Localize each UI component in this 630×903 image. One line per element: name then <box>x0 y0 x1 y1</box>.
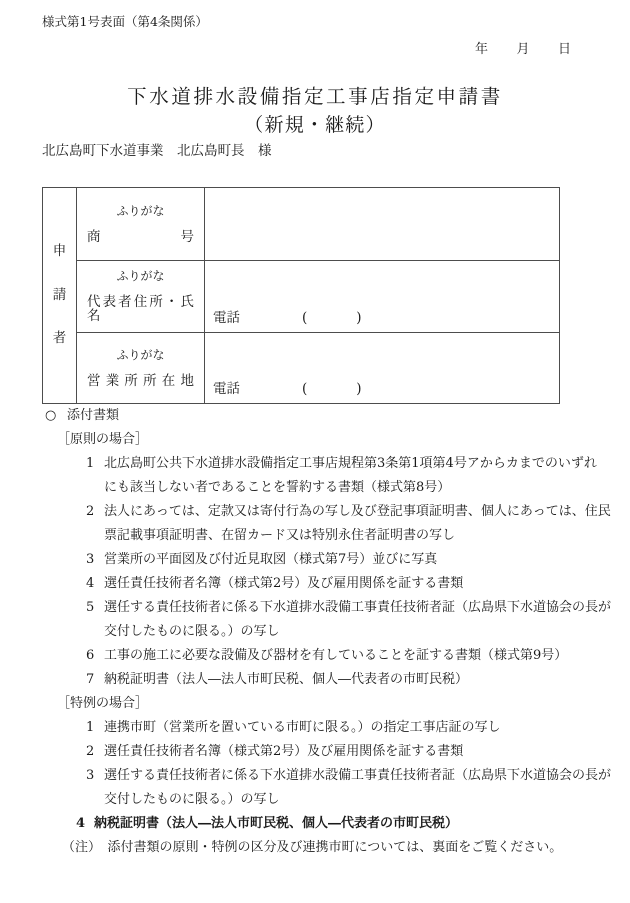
list-item <box>0 812 630 836</box>
list-item-text: 納税証明書（法人―法人市町民税、個人―代表者の市町民税） <box>104 672 469 687</box>
list-item-continuation: 交付したものに限る。）の写し <box>104 792 280 807</box>
attachments-heading <box>0 404 630 428</box>
attachments-heading-label: 添付書類 <box>67 408 120 423</box>
list-item-number: 4 <box>86 576 95 591</box>
list-item-continuation: 票記載事項証明書、在留カード又は特別永住者証明書の写し <box>104 528 456 543</box>
date-line <box>475 42 571 58</box>
list-item-number: 1 <box>86 720 95 735</box>
list-item-text: 選任する責任技術者に係る下水道排水設備工事責任技術者証（広島県下水道協会の長が <box>104 600 612 615</box>
list-item-continuation: にも該当しない者であることを誓約する書類（様式第8号） <box>104 480 451 495</box>
phone-label: 電話 <box>213 310 240 326</box>
addressee-line: 北広島町下水道事業 北広島町長 様 <box>42 143 272 159</box>
year-label: 年 <box>475 42 489 57</box>
rowgroup-char: 申 <box>52 243 67 260</box>
list-item-number: 2 <box>86 744 95 759</box>
input-area-office-address <box>205 333 559 403</box>
list-item <box>0 572 630 596</box>
list-item-text: 営業所の平面図及び付近見取図（様式第7号）並びに写真 <box>104 552 438 567</box>
furigana-label: ふりがな <box>116 347 165 362</box>
list-item <box>0 500 630 524</box>
list-item <box>0 716 630 740</box>
phone-label: 電話 <box>213 381 240 397</box>
list-item <box>0 452 630 476</box>
field-label-representative: 代表者住所・氏名 <box>87 294 194 324</box>
list-item-number: 5 <box>86 600 95 615</box>
list-item <box>0 644 630 668</box>
list-item-continuation: 交付したものに限る。）の写し <box>104 624 280 639</box>
list-item <box>0 740 630 764</box>
form-code-label: 様式第1号表面（第4条関係） <box>42 14 208 29</box>
list-item <box>0 548 630 572</box>
input-area-representative <box>205 261 559 333</box>
applicant-table <box>42 187 560 404</box>
special-case-header: ［特例の場合］ <box>57 696 149 711</box>
list-item-text: 納税証明書（法人―法人市町民税、個人―代表者の市町民税） <box>94 816 459 831</box>
list-item-number: 4 <box>76 816 86 831</box>
circle-marker-icon: ○ <box>45 408 57 423</box>
list-item-text: 選任責任技術者名簿（様式第2号）及び雇用関係を証する書類 <box>104 576 464 591</box>
phone-line <box>213 311 362 326</box>
list-item <box>0 764 630 788</box>
list-item <box>0 596 630 620</box>
phone-line <box>213 382 362 397</box>
rowgroup-char: 請 <box>52 286 67 303</box>
field-label-cell-representative <box>77 261 205 333</box>
principle-case-header: ［原則の場合］ <box>57 432 149 447</box>
list-item-number: 3 <box>86 768 95 783</box>
note-line: （注） 添付書類の原則・特例の区分及び連携市町については、裏面をご覧ください。 <box>62 840 563 855</box>
phone-paren-close: ) <box>356 381 362 397</box>
page-title: 下水道排水設備指定工事店指定申請書 <box>127 85 503 108</box>
field-label-trade-name: 商号 <box>87 228 194 245</box>
list-item-number: 1 <box>86 456 95 471</box>
list-item-number: 3 <box>86 552 95 567</box>
list-item-number: 7 <box>86 672 95 687</box>
applicant-rowgroup-label <box>43 188 77 403</box>
phone-paren-close: ) <box>356 310 362 326</box>
list-item-text: 工事の施工に必要な設備及び器材を有していることを証する書類（様式第9号） <box>104 648 568 663</box>
day-label: 日 <box>557 42 571 57</box>
phone-paren-open: ( <box>302 310 308 326</box>
list-item <box>0 668 630 692</box>
field-label-office-address: 営業所所在地 <box>87 372 194 389</box>
phone-paren-open: ( <box>302 381 308 397</box>
attachments-section <box>0 404 630 860</box>
list-item-text: 北広島町公共下水道排水設備指定工事店規程第3条第1項第4号アからカまでのいずれ <box>104 456 597 471</box>
list-item-number: 2 <box>86 504 95 519</box>
field-label-cell-office-address <box>77 333 205 403</box>
input-area-trade-name <box>205 188 559 261</box>
list-item-text: 法人にあっては、定款又は寄付行為の写し及び登記事項証明書、個人にあっては、住民 <box>104 504 611 519</box>
list-item-text: 選任責任技術者名簿（様式第2号）及び雇用関係を証する書類 <box>104 744 464 759</box>
furigana-label: ふりがな <box>116 269 165 283</box>
list-item-text: 選任する責任技術者に係る下水道排水設備工事責任技術者証（広島県下水道協会の長が <box>104 768 612 783</box>
page-subtitle: （新規・継続） <box>244 114 386 136</box>
field-label-cell-trade-name <box>77 188 205 261</box>
list-item-text: 連携市町（営業所を置いている市町に限る。）の指定工事店証の写し <box>104 720 501 735</box>
rowgroup-char: 者 <box>52 330 67 347</box>
list-item-number: 6 <box>86 648 95 663</box>
month-label: 月 <box>516 42 530 57</box>
furigana-label: ふりがな <box>116 203 165 218</box>
